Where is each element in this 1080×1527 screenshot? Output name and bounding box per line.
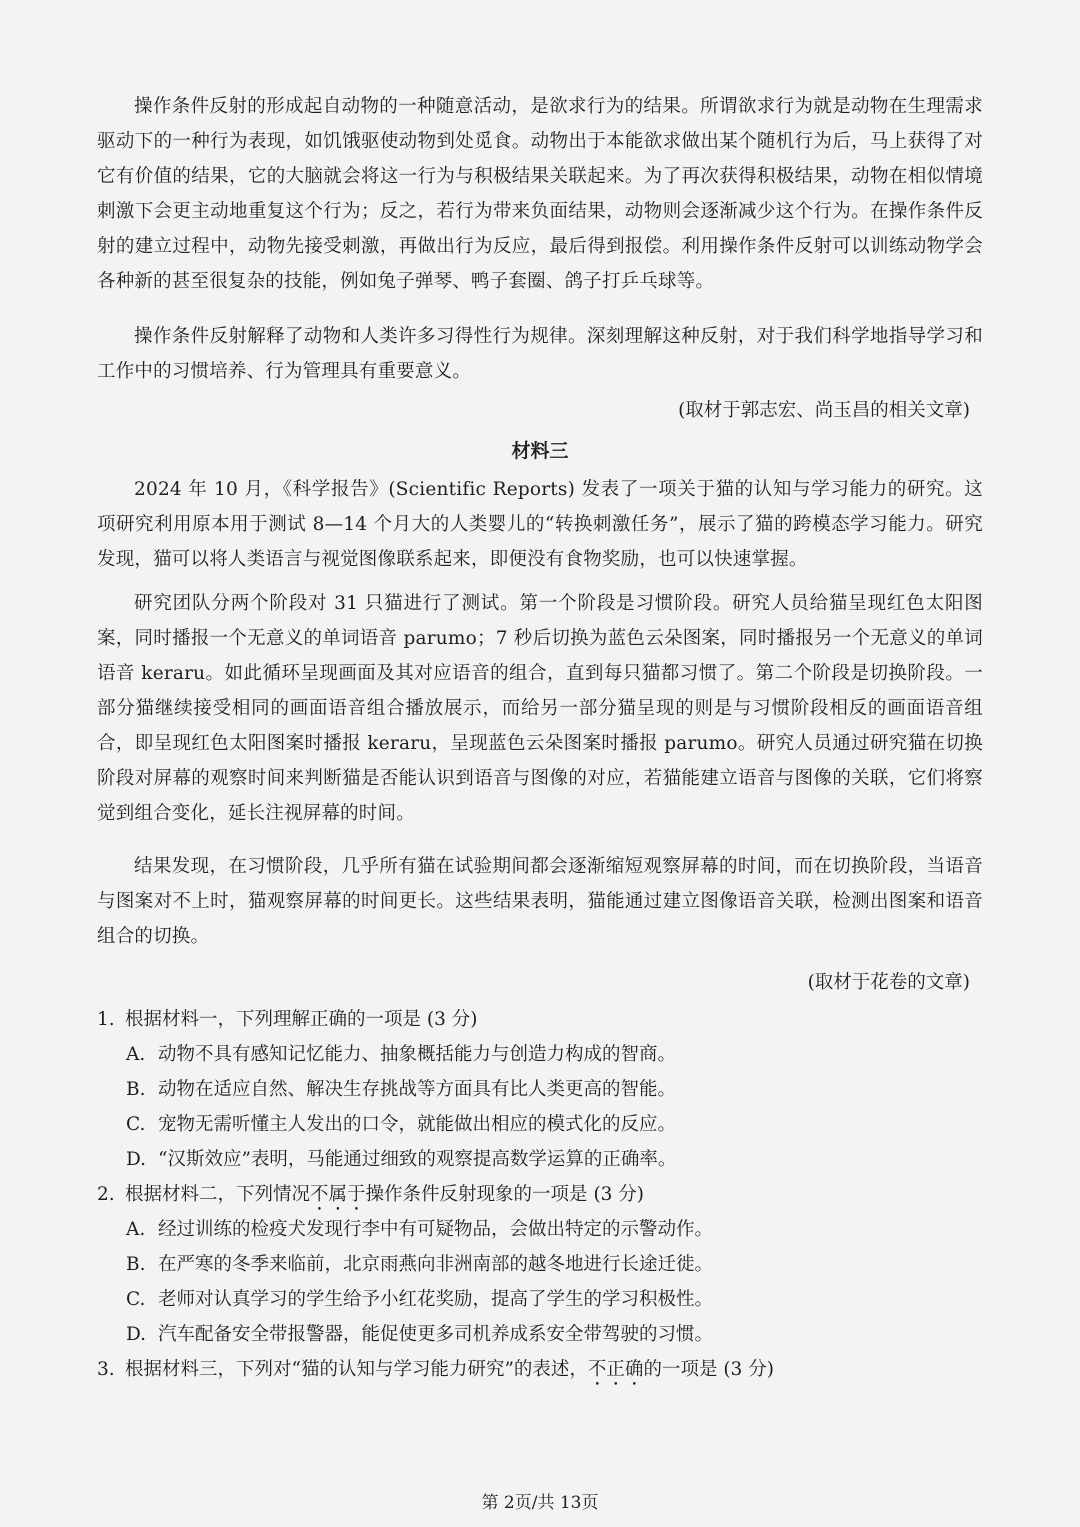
question-stem-emphasis: 不正确 [587,1359,644,1380]
page-number: 第 2页/共 13页 [481,1493,599,1513]
question-1-option-b: B. 动物在适应自然、解决生存挑战等方面具有比人类更高的智能。 [126,1079,677,1100]
question-2-option-b: B. 在严寒的冬季来临前，北京雨燕向非洲南部的越冬地进行长途迁徙。 [126,1254,714,1275]
question-1-option-d: D. “汉斯效应”表明，马能通过细致的观察提高数学运算的正确率。 [126,1149,677,1170]
question-stem-pre: 根据材料二，下列情况 [125,1184,311,1205]
question-number: 2. [97,1184,115,1205]
material2-paragraph-1: 操作条件反射的形成起自动物的一种随意活动，是欲求行为的结果。所谓欲求行为就是动物在生理需求驱动下的一种行为表现，如饥饿驱使动物到处觅食。动物出于本能欲求做出某个随机行为后，马上获得了对它有价值的结果，它的大脑就会将这一行为与积极结果关联起来。为了再次获得积极结果，动物在相似情境刺激下会更主动地重复这个行为；反之，若行为带来负面结果，动物则会逐渐减少这个行为。在操作条件反射的建立过程中，动物先接受刺激，再做出行为反应，最后得到报偿。利用操作条件反射可以训练动物学会各种新的甚至很复杂的技能，例如兔子弹琴、鸭子套圈、鸽子打乒乓球等。 [97,96,983,292]
question-stem: 根据材料一，下列理解正确的一项是 [125,1009,422,1030]
question-score: (3 分) [723,1359,774,1380]
question-2 [97,1177,997,1215]
question-3 [97,1352,997,1390]
question-score: (3 分) [593,1184,645,1205]
material3-paragraph-2: 研究团队分两个阶段对 31 只猫进行了测试。第一个阶段是习惯阶段。研究人员给猫呈现红色太阳图案，同时播报一个无意义的单词语音 parumo；7 秒后切换为蓝色云朵图案，同时播报另一个无意义的单词语音 keraru。如此循环呈现画面及其对应语音的组合，直到每只猫都习惯了。第二个阶段是切换阶段。一部分猫继续接受相同的画面语音组合播放展示，而给另一部分猫呈现的则是与习惯阶段相反的画面语音组合，即呈现红色太阳图案时播报 keraru，呈现蓝色云朵图案时播报 parumo。研究人员通过研究猫在切换阶段对屏幕的观察时间来判断猫是否能认识到语音与图像的对应，若猫能建立语音与图像的关联，它们将察觉到组合变化，延长注视屏幕的时间。 [97,593,983,824]
question-stem-post: 的一项是 [643,1359,718,1380]
question-2-option-a: A. 经过训练的检疫犬发现行李中有可疑物品，会做出特定的示警动作。 [126,1219,714,1240]
question-stem-emphasis: 不属于 [310,1184,366,1205]
material3-title: 材料三 [511,440,569,462]
material2-paragraph-2: 操作条件反射解释了动物和人类许多习得性行为规律。深刻理解这种反射，对于我们科学地指导学习和工作中的习惯培养、行为管理具有重要意义。 [97,326,983,382]
material2-source: (取材于郭志宏、尚玉昌的相关文章) [678,400,970,421]
question-stem-post: 操作条件反射现象的一项是 [365,1184,588,1205]
question-2-option-d: D. 汽车配备安全带报警器，能促使更多司机养成系安全带驾驶的习惯。 [126,1324,714,1345]
material3-source: (取材于花卷的文章) [807,972,970,993]
material3-paragraph-3: 结果发现，在习惯阶段，几乎所有猫在试验期间都会逐渐缩短观察屏幕的时间，而在切换阶段，当语音与图案对不上时，猫观察屏幕的时间更长。这些结果表明，猫能通过建立图像语音关联，检测出图案和语音组合的切换。 [97,856,983,947]
question-1 [97,1002,997,1037]
question-number: 3. [97,1359,115,1380]
question-1-option-c: C. 宠物无需听懂主人发出的口令，就能做出相应的模式化的反应。 [126,1114,677,1135]
question-stem-pre: 根据材料三，下列对“猫的认知与学习能力研究”的表述， [125,1359,588,1380]
question-1-option-a: A. 动物不具有感知记忆能力、抽象概括能力与创造力构成的智商。 [126,1044,677,1065]
material3-paragraph-1: 2024 年 10 月，《科学报告》(Scientific Reports) 发表了一项关于猫的认知与学习能力的研究。这项研究利用原本用于测试 8—14 个月大的人类婴儿的“转换刺激任务”，展示了猫的跨模态学习能力。研究发现，猫可以将人类语言与视觉图像联系起来，即便没有食物奖励，也可以快速掌握。 [97,479,983,570]
question-score: (3 分) [426,1009,478,1030]
question-number: 1. [97,1009,115,1030]
question-2-option-c: C. 老师对认真学习的学生给予小红花奖励，提高了学生的学习积极性。 [126,1289,714,1310]
